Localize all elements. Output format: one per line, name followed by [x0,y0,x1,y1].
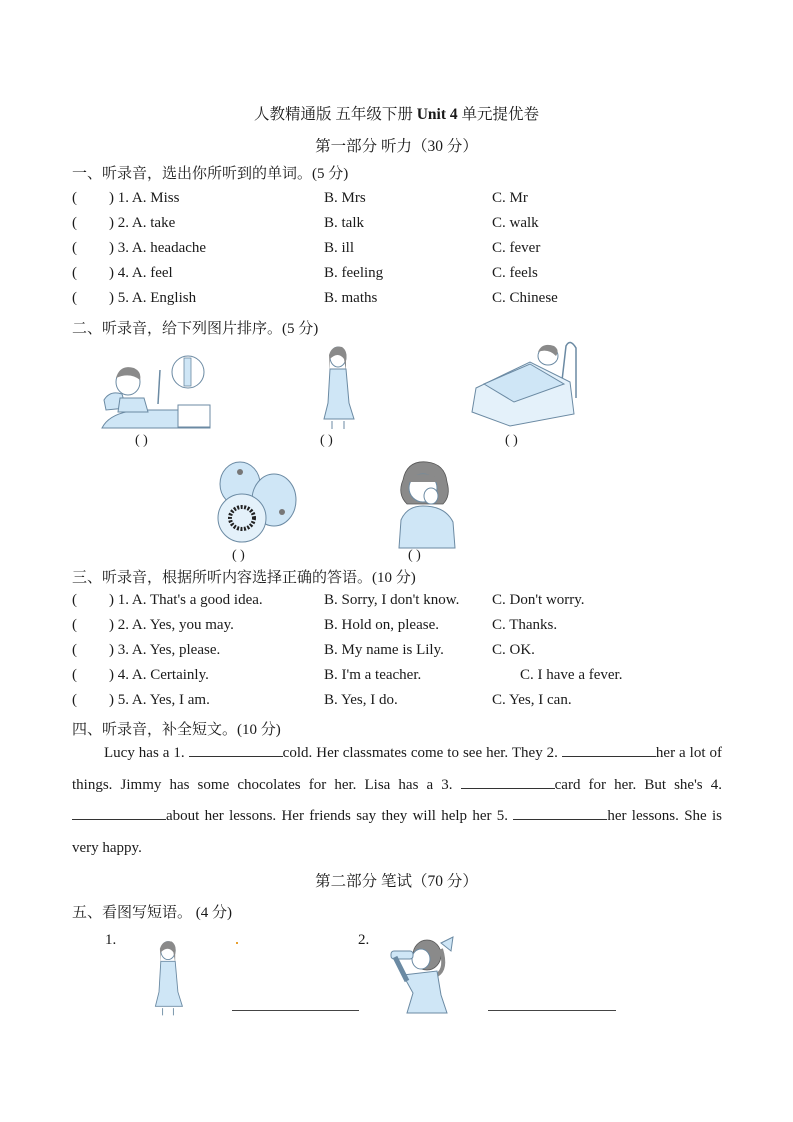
blank-4[interactable] [72,806,166,820]
passage-text: her lessons. She is very happy. [72,808,722,856]
girl-coughing-icon [393,460,459,548]
item-1-number: 1. [105,932,117,948]
child-sleeping-in-bed-icon [470,338,582,430]
stray-dot [236,942,238,944]
picture-5-answer[interactable]: ( ) [408,548,421,563]
question-row [72,265,732,287]
question-row [72,240,732,262]
part1-title: 第一部分 听力（30 分） [315,138,478,155]
answer-paren[interactable]: ( [72,265,77,281]
option-b: B. Sorry, I don't know. [324,592,460,608]
girl-feeling-cold-icon [150,936,186,1020]
section1-heading: 一、听录音，选出你所听到的单词。(5 分) [72,166,349,182]
option-b: B. maths [324,290,378,306]
option-a: ) 4. A. feel [109,265,173,281]
option-c: C. Yes, I can. [492,692,572,708]
section2-heading: 二、听录音，给下列图片排序。(5 分) [72,321,319,337]
passage-text: Lucy has a 1. [104,745,189,761]
option-c: C. fever [492,240,541,256]
section4-heading: 四、听录音，补全短文。(10 分) [72,722,281,738]
question-row [72,617,732,639]
blank-3[interactable] [461,775,555,789]
passage-text: cold. Her classmates come to see her. They 2. [282,745,562,761]
answer-paren[interactable]: ( [72,290,77,306]
section5-heading: 五、看图写短语。 (4 分) [72,905,232,921]
passage-text: card for her. But she's 4. [554,776,722,793]
question-row [72,190,732,212]
option-a: ) 5. A. English [109,290,197,306]
picture-2-answer[interactable]: ( ) [320,433,333,448]
answer-paren[interactable]: ( [72,240,77,256]
option-a: ) 3. A. headache [109,240,207,256]
answer-paren[interactable]: ( [72,190,77,206]
answer-line-2[interactable] [488,1010,616,1011]
option-c: C. Don't worry. [492,592,585,608]
passage-text: about her lessons. Her friends say they will help her 5. [166,808,514,824]
option-c: C. walk [492,215,539,231]
picture-1-answer[interactable]: ( ) [135,433,148,448]
option-b: B. Mrs [324,190,366,206]
blank-2[interactable] [562,743,656,757]
answer-paren[interactable]: ( [72,215,77,231]
blank-5[interactable] [513,806,607,820]
option-c: C. I have a fever. [520,667,623,683]
option-c: C. Chinese [492,290,558,306]
option-a: ) 4. A. Certainly. [109,667,209,683]
title-prefix: 人教精通版 五年级下册 [253,106,417,123]
option-c: C. feels [492,265,538,281]
option-a: ) 1. A. Miss [109,190,180,206]
answer-paren[interactable]: ( [72,617,77,633]
girl-feeling-cold-icon [318,345,358,430]
option-b: B. feeling [324,265,384,281]
passage-text: her a lot of things. Jimmy has some chocolates for her. Lisa has a 3. [72,745,722,793]
option-a: ) 5. A. Yes, I am. [109,692,210,708]
question-row [72,290,732,312]
option-b: B. I'm a teacher. [324,667,422,683]
answer-paren[interactable]: ( [72,667,77,683]
item-2-number: 2. [358,932,370,948]
question-row [72,642,732,664]
picture-4-answer[interactable]: ( ) [232,548,245,563]
picture-3-answer[interactable]: ( ) [505,433,518,448]
question-row [72,215,732,237]
option-c: C. Mr [492,190,528,206]
title-suffix: 单元提优卷 [457,106,540,123]
question-row [72,692,732,714]
blank-1[interactable] [189,743,283,757]
cloze-passage [72,738,722,864]
answer-paren[interactable]: ( [72,692,77,708]
boy-thermometer-in-bed-icon [100,350,212,430]
girl-drinking-water-icon [385,935,461,1017]
option-c: C. Thanks. [492,617,558,633]
option-b: B. talk [324,215,364,231]
answer-paren[interactable]: ( [72,592,77,608]
part2-title: 第二部分 笔试（70 分） [315,873,478,890]
section3-heading: 三、听录音，根据所听内容选择正确的答语。(10 分) [72,570,416,586]
option-b: B. Yes, I do. [324,692,398,708]
option-a: ) 3. A. Yes, please. [109,642,221,658]
kiwi-fruits-icon [214,460,296,544]
option-b: B. My name is Lily. [324,642,444,658]
answer-paren[interactable]: ( [72,642,77,658]
option-a: ) 2. A. Yes, you may. [109,617,234,633]
page-title [0,102,793,124]
title-unit: Unit 4 [416,106,458,123]
option-b: B. ill [324,240,355,256]
option-a: ) 1. A. That's a good idea. [109,592,263,608]
answer-line-1[interactable] [232,1010,359,1011]
option-b: B. Hold on, please. [324,617,439,633]
question-row [72,592,732,614]
option-a: ) 2. A. take [109,215,176,231]
option-c: C. OK. [492,642,535,658]
question-row [72,667,732,689]
